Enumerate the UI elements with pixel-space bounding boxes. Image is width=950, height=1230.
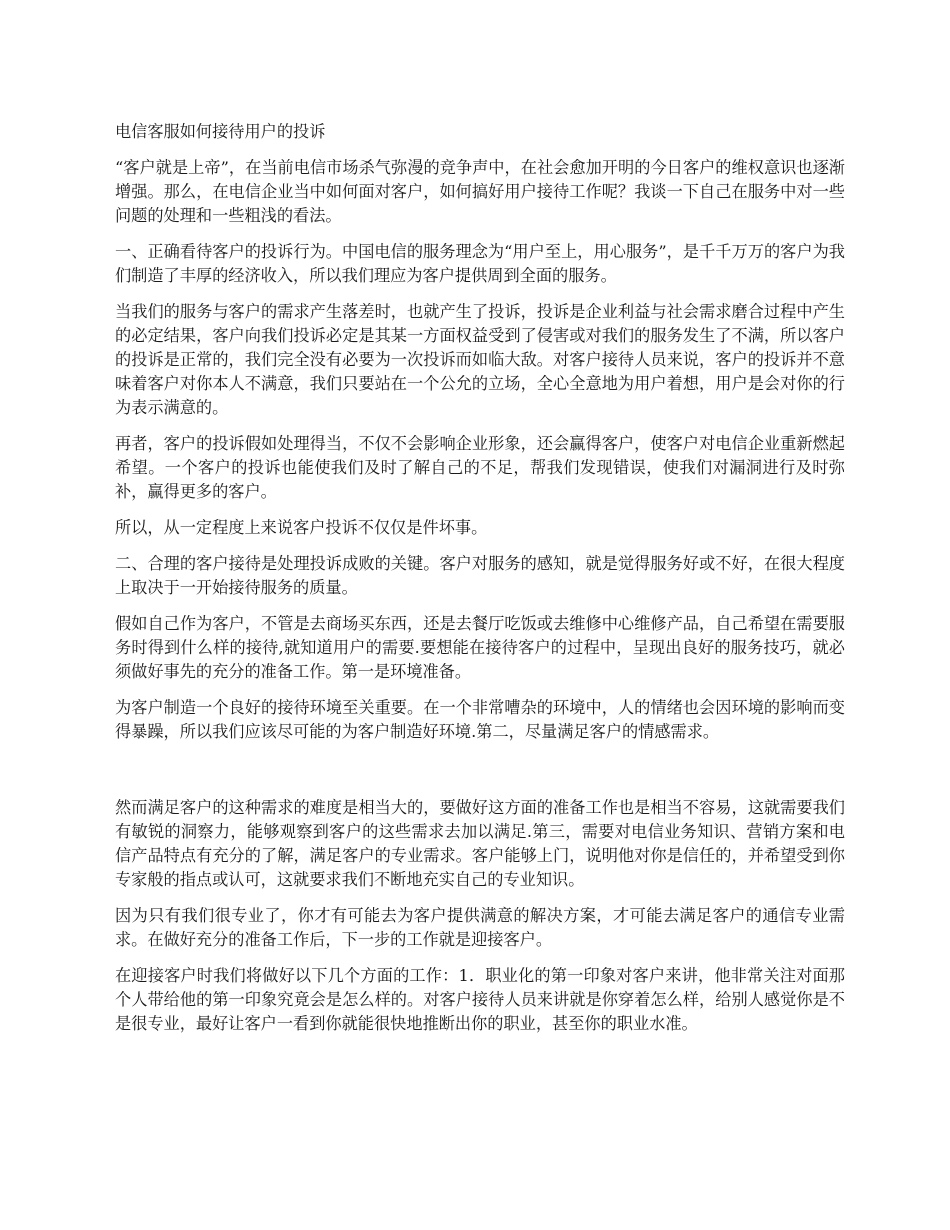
paragraph-not-bad-thing: 所以，从一定程度上来说客户投诉不仅仅是件坏事。 xyxy=(115,518,488,537)
paragraph-section-one: 一、正确看待客户的投诉行为。中国电信的服务理念为“用户至上，用心服务”，是千千万万的客户为我们制造了丰厚的经济收入，所以我们理应为客户提供周到全面的服务。 xyxy=(115,242,845,285)
paragraph-preparation: 假如自己作为客户，不管是去商场买东西，还是去餐厅吃饭或去维修中心维修产品，自己希望在需要服务时得到什么样的接待,就知道用户的需要.要想能在接待客户的过程中，呈现出良好的服务技巧，就必须做好事先的充分的准备工作。第一是环境准备。 xyxy=(115,614,845,681)
paragraph-environment: 为客户制造一个良好的接待环境至关重要。在一个非常嘈杂的环境中，人的情绪也会因环境的影响而变得暴躁，所以我们应该尽可能的为客户制造好环境.第二，尽量满足客户的情感需求。 xyxy=(115,698,845,741)
paragraph-handling-benefit: 再者，客户的投诉假如处理得当，不仅不会影响企业形象，还会赢得客户，使客户对电信企业重新燃起希望。一个客户的投诉也能使我们及时了解自己的不足，帮我们发现错误，使我们对漏洞进行及时弥补，赢得更多的客户。 xyxy=(115,434,845,501)
paragraph-spacer xyxy=(115,756,845,796)
paragraph-first-impression: 在迎接客户时我们将做好以下几个方面的工作：1．职业化的第一印象对客户来讲，他非常关注对面那个人带给他的第一印象究竟会是怎么样的。对客户接待人员来讲就是你穿着怎么样，给别人感觉你是不是很专业，最好让客户一看到你就能很快地推断出你的职业，甚至你的职业水准。 xyxy=(115,966,845,1033)
paragraph-intro: “客户就是上帝”，在当前电信市场杀气弥漫的竞争声中，在社会愈加开明的今日客户的维权意识也逐渐增强。那么，在电信企业当中如何面对客户，如何搞好用户接待工作呢？我谈一下自己在服务中对一些问题的处理和一些粗浅的看法。 xyxy=(115,158,845,225)
paragraph-section-two: 二、合理的客户接待是处理投诉成败的关键。客户对服务的感知，就是觉得服务好或不好，在很大程度上取决于一开始接待服务的质量。 xyxy=(115,554,845,597)
document-title: 电信客服如何接待用户的投诉 xyxy=(115,122,326,141)
paragraph-professional: 因为只有我们很专业了，你才有可能去为客户提供满意的解决方案，才可能去满足客户的通信专业需求。在做好充分的准备工作后，下一步的工作就是迎接客户。 xyxy=(115,906,845,949)
paragraph-complaint-gap: 当我们的服务与客户的需求产生落差时，也就产生了投诉，投诉是企业利益与社会需求磨合过程中产生的必定结果，客户向我们投诉必定是其某一方面权益受到了侵害或对我们的服务发生了不满，所以客户的投诉是正常的，我们完全没有必要为一次投诉而如临大敌。对客户接待人员来说，客户的投诉并不意味着客户对你本人不满意，我们只要站在一个公允的立场，全心全意地为用户着想，用户是会对你的行为表示满意的。 xyxy=(115,302,845,417)
document-page xyxy=(115,120,845,1048)
paragraph-emotional-needs: 然而满足客户的这种需求的难度是相当大的，要做好这方面的准备工作也是相当不容易，这就需要我们有敏锐的洞察力，能够观察到客户的这些需求去加以满足.第三，需要对电信业务知识、营销方案和电信产品特点有充分的了解，满足客户的专业需求。客户能够上门，说明他对你是信任的，并希望受到你专家般的指点或认可，这就要求我们不断地充实自己的专业知识。 xyxy=(115,798,845,889)
